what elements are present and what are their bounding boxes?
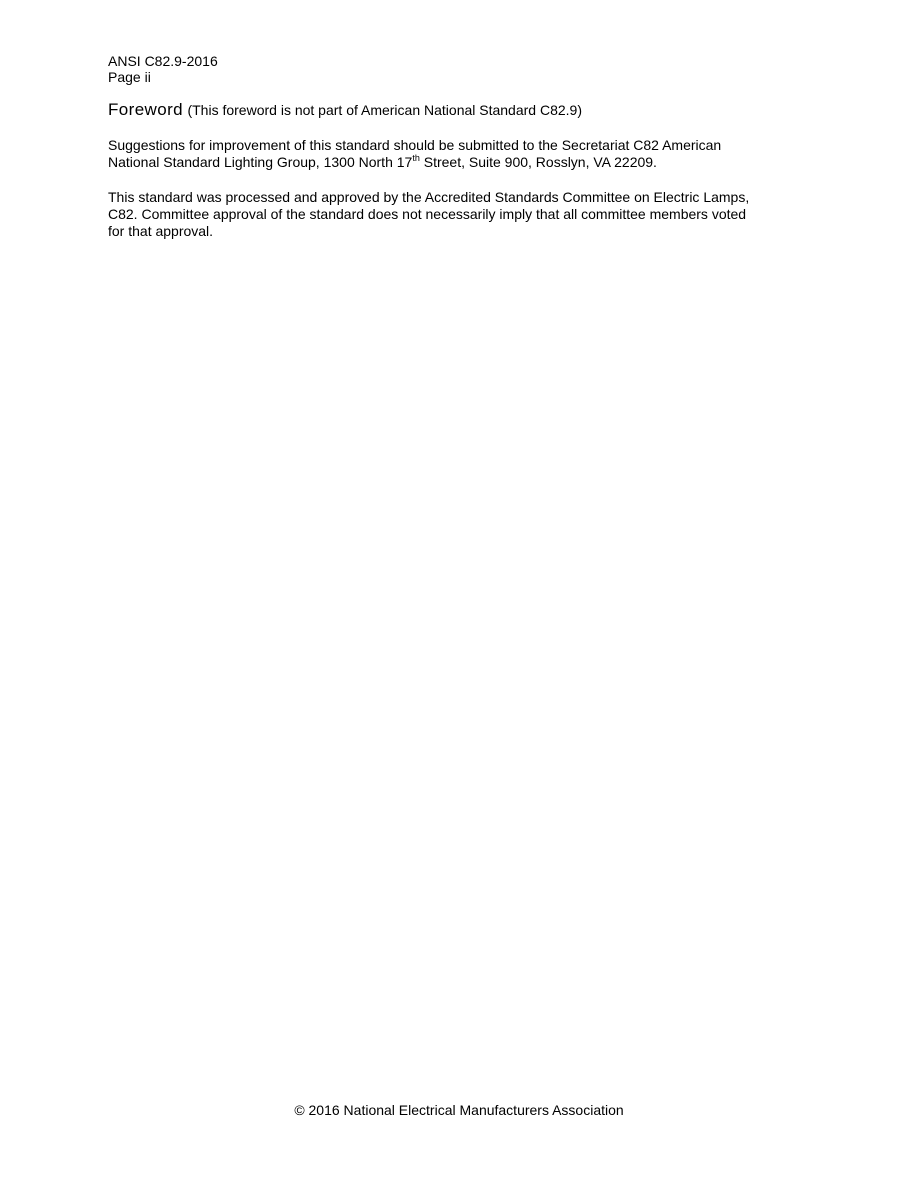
paragraph-line [108,154,808,171]
address-text-continued: Street, Suite 900, Rosslyn, VA 22209. [419,154,657,170]
foreword-heading: Foreword [108,100,184,119]
document-id: ANSI C82.9-2016 [108,53,218,69]
page-header [108,53,218,85]
foreword-note: (This foreword is not part of American National Standard C82.9) [187,102,582,118]
page-number: Page ii [108,69,151,85]
ordinal-superscript: th [412,153,420,163]
copyright-footer: © 2016 National Electrical Manufacturers Association [294,1102,624,1118]
paragraph-line: This standard was processed and approved by the Accredited Standards Committee on Electric Lamps, [108,189,750,205]
paragraph-line: for that approval. [108,223,214,239]
address-text: National Standard Lighting Group, 1300 North 17 [108,154,413,170]
paragraph-line: C82. Committee approval of the standard does not necessarily imply that all committee members voted [108,206,747,222]
submission-paragraph [108,137,808,171]
approval-paragraph [108,189,808,240]
paragraph-line: Suggestions for improvement of this standard should be submitted to the Secretariat C82 American [108,137,722,153]
foreword-title [108,100,808,120]
